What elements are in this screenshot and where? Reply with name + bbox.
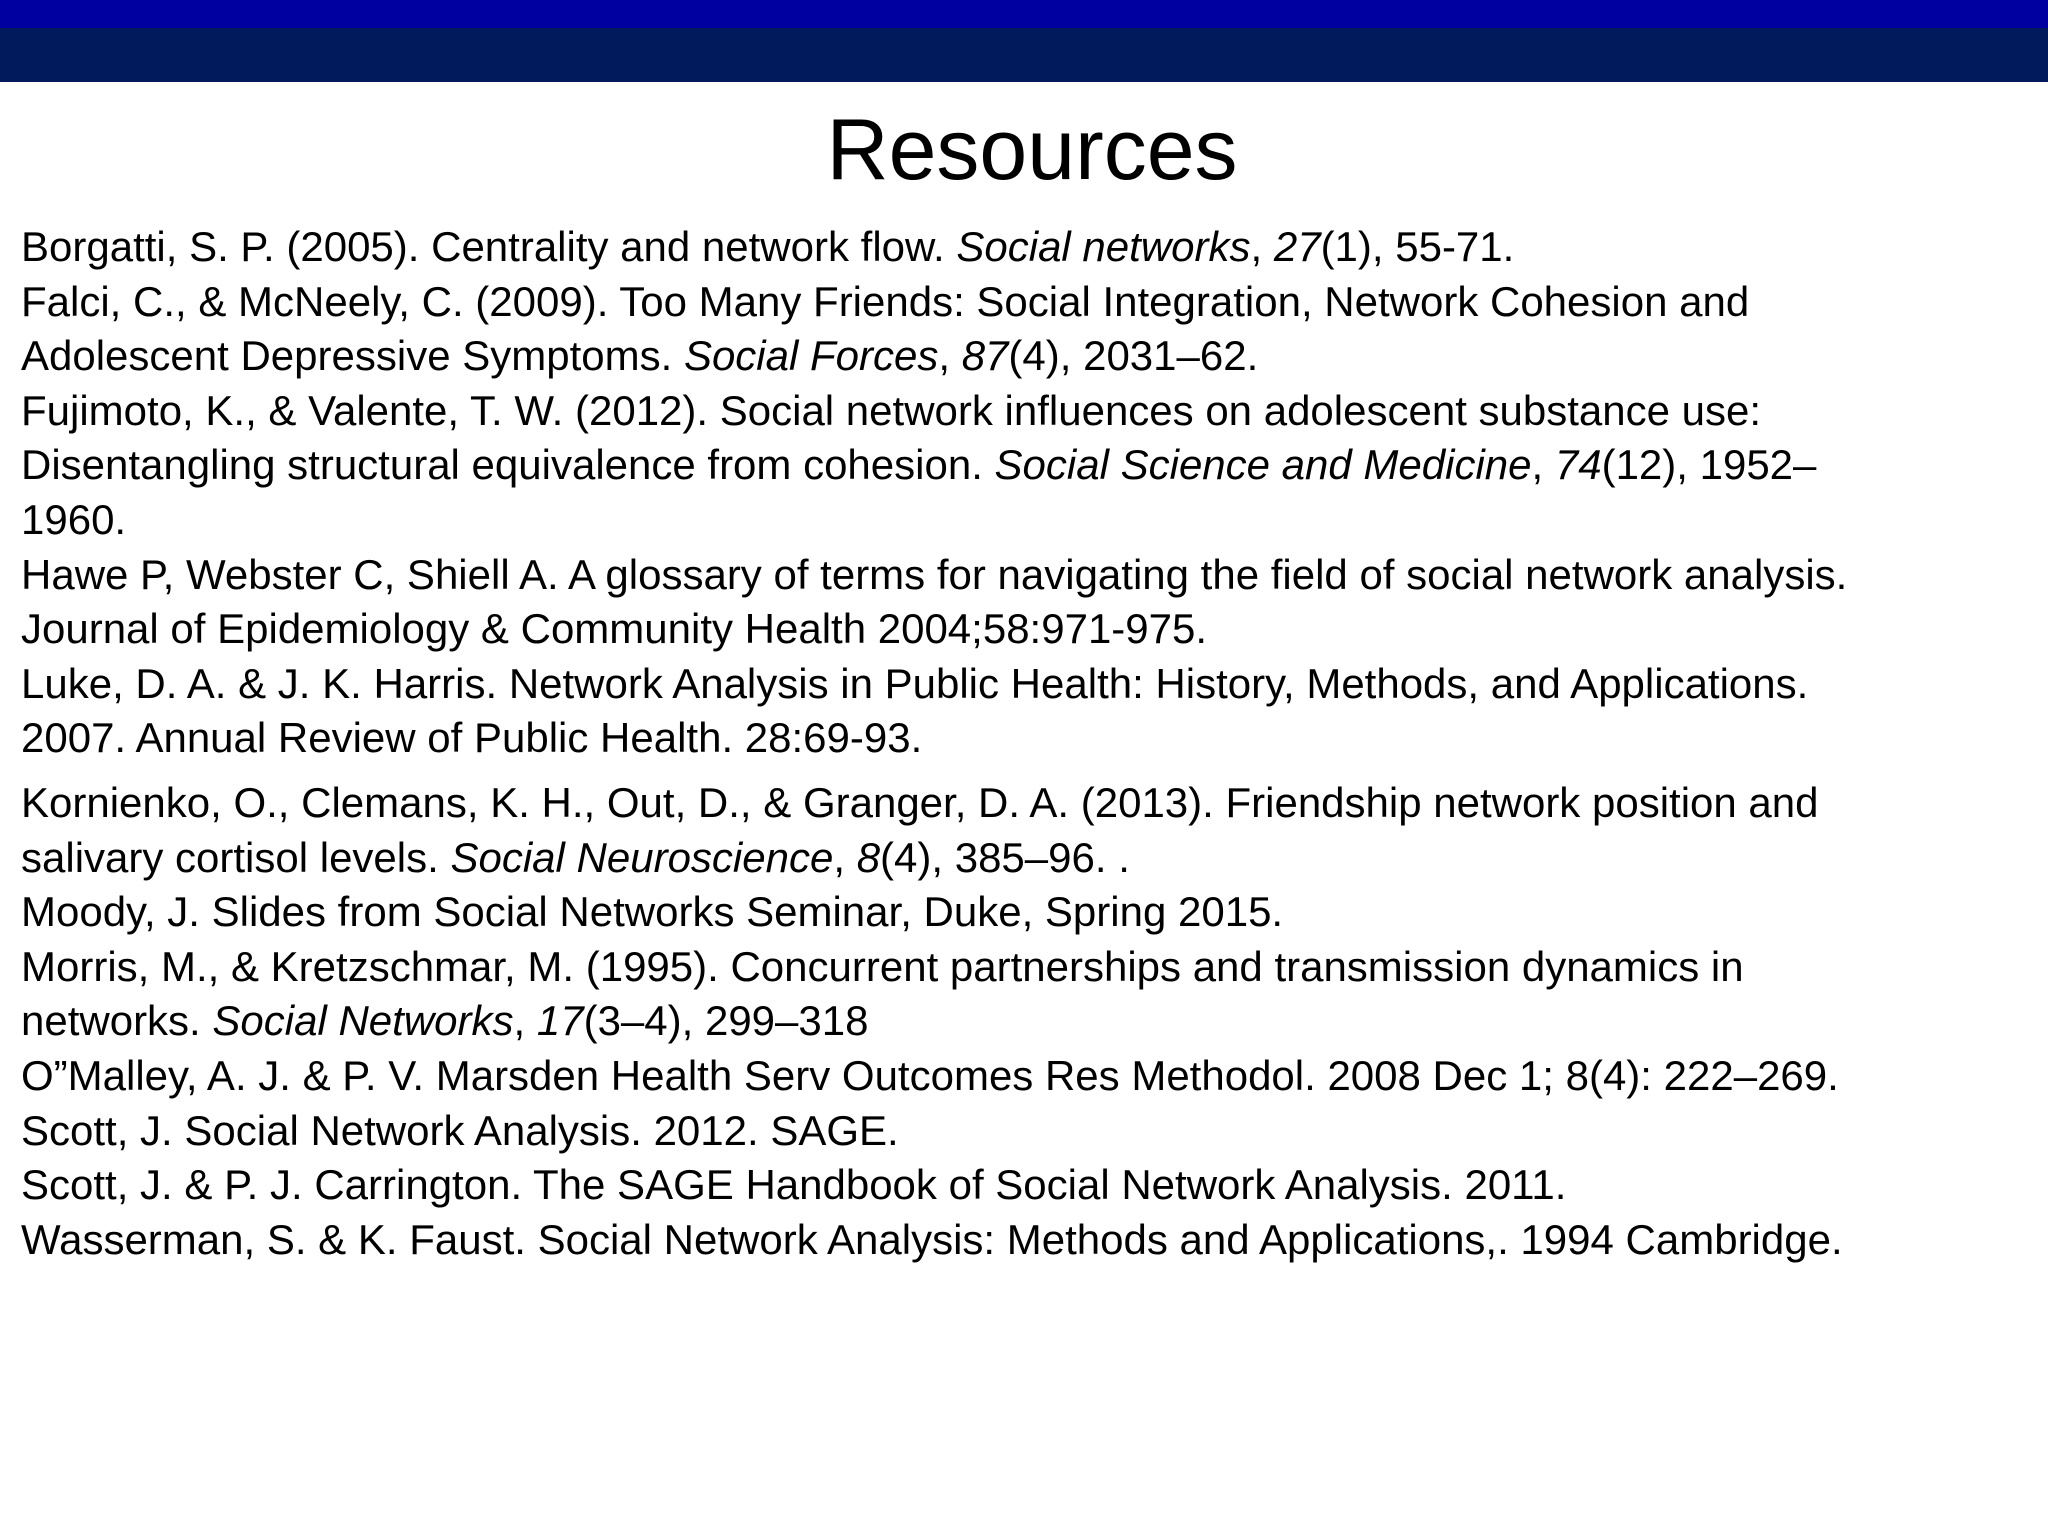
reference-italic-text: 8: [856, 833, 881, 881]
reference-item: [21, 548, 2031, 657]
reference-line: [21, 438, 2031, 493]
reference-line: [21, 1213, 2031, 1268]
reference-line: [21, 1158, 2031, 1213]
reference-text: 2007. Annual Review of Public Health. 28:69-93.: [21, 714, 923, 762]
reference-line: [21, 885, 2031, 940]
reference-text: Scott, J. & P. J. Carrington. The SAGE Handbook of Social Network Analysis. 2011.: [21, 1161, 1567, 1209]
reference-text: ,: [513, 997, 537, 1045]
reference-text: networks.: [21, 997, 213, 1045]
reference-line: [21, 329, 2031, 384]
reference-italic-text: 27: [1273, 223, 1321, 270]
reference-text: Fujimoto, K., & Valente, T. W. (2012). Social network influences on adolescent substance use:: [21, 386, 1762, 434]
reference-italic-text: 17: [536, 997, 584, 1045]
reference-line: [21, 994, 2031, 1049]
reference-text: (3–4), 299–318: [583, 997, 869, 1045]
reference-italic-text: Social Forces: [683, 332, 939, 380]
reference-text: ,: [938, 332, 962, 380]
reference-item: [21, 384, 2031, 548]
reference-text: salivary cortisol levels.: [21, 833, 451, 881]
reference-text: Falci, C., & McNeely, C. (2009). Too Many Friends: Social Integration, Network Cohesion and: [21, 277, 1750, 325]
reference-italic-text: Social Networks: [212, 997, 514, 1045]
reference-line: [21, 548, 2031, 603]
reference-item: [21, 1104, 2031, 1159]
reference-text: ,: [833, 833, 857, 881]
reference-line: [21, 1049, 2031, 1104]
top-banner-lower-stripe: [0, 28, 2048, 82]
reference-line: [21, 831, 2031, 886]
reference-text: Disentangling structural equivalence from cohesion.: [21, 441, 995, 489]
reference-item: [21, 940, 2031, 1049]
reference-italic-text: 74: [1554, 441, 1602, 489]
reference-text: O”Malley, A. J. & P. V. Marsden Health Serv Outcomes Res Methodol. 2008 Dec 1; 8(4): 222–269.: [21, 1051, 1839, 1099]
reference-text: (4), 385–96. .: [880, 833, 1130, 881]
top-banner: [0, 0, 2048, 82]
reference-line: [21, 1104, 2031, 1159]
reference-line: [21, 493, 2031, 548]
reference-text: (1), 55-71.: [1320, 223, 1515, 270]
reference-line: [21, 776, 2031, 831]
reference-line: [21, 602, 2031, 657]
reference-text: (4), 2031–62.: [1008, 332, 1259, 380]
reference-item: [21, 657, 2031, 766]
reference-text: Borgatti, S. P. (2005). Centrality and network flow.: [21, 223, 957, 270]
reference-line: [21, 711, 2031, 766]
reference-item: [21, 275, 2031, 384]
reference-text: Kornienko, O., Clemans, K. H., Out, D., & Granger, D. A. (2013). Friendship network position and: [21, 778, 1819, 826]
reference-line: [21, 384, 2031, 439]
reference-item: [21, 220, 2031, 275]
reference-text: Journal of Epidemiology & Community Health 2004;58:971-975.: [21, 605, 1208, 653]
reference-italic-text: Social Science and Medicine: [994, 441, 1532, 489]
reference-text: 1960.: [21, 495, 127, 543]
reference-item: [21, 1213, 2031, 1268]
reference-line: [21, 940, 2031, 995]
reference-text: Moody, J. Slides from Social Networks Seminar, Duke, Spring 2015.: [21, 888, 1284, 936]
reference-text: Luke, D. A. & J. K. Harris. Network Analysis in Public Health: History, Methods, and Applications.: [21, 659, 1809, 707]
reference-text: Scott, J. Social Network Analysis. 2012. SAGE.: [21, 1106, 899, 1154]
reference-item: [21, 776, 2031, 885]
reference-italic-text: 87: [961, 332, 1009, 380]
reference-text: Hawe P, Webster C, Shiell A. A glossary of terms for navigating the field of social network analysis.: [21, 550, 1848, 598]
top-banner-upper-stripe: [0, 0, 2048, 28]
reference-item: [21, 1049, 2031, 1104]
reference-text: Morris, M., & Kretzschmar, M. (1995). Concurrent partnerships and transmission dynamics in: [21, 942, 1744, 990]
reference-line: [21, 220, 2031, 275]
reference-item: [21, 1158, 2031, 1213]
reference-text: ,: [1531, 441, 1555, 489]
reference-italic-text: Social networks: [956, 223, 1251, 270]
slide-title: Resources: [826, 102, 1238, 198]
reference-text: ,: [1250, 223, 1274, 270]
reference-line: [21, 657, 2031, 712]
reference-text: Adolescent Depressive Symptoms.: [21, 332, 684, 380]
reference-item: [21, 885, 2031, 940]
reference-text: Wasserman, S. & K. Faust. Social Network Analysis: Methods and Applications,. 1994 Cambridge.: [21, 1215, 1843, 1263]
reference-line: [21, 275, 2031, 330]
reference-text: (12), 1952–: [1601, 441, 1817, 489]
reference-list: [21, 220, 2031, 1267]
reference-italic-text: Social Neuroscience: [450, 833, 834, 881]
